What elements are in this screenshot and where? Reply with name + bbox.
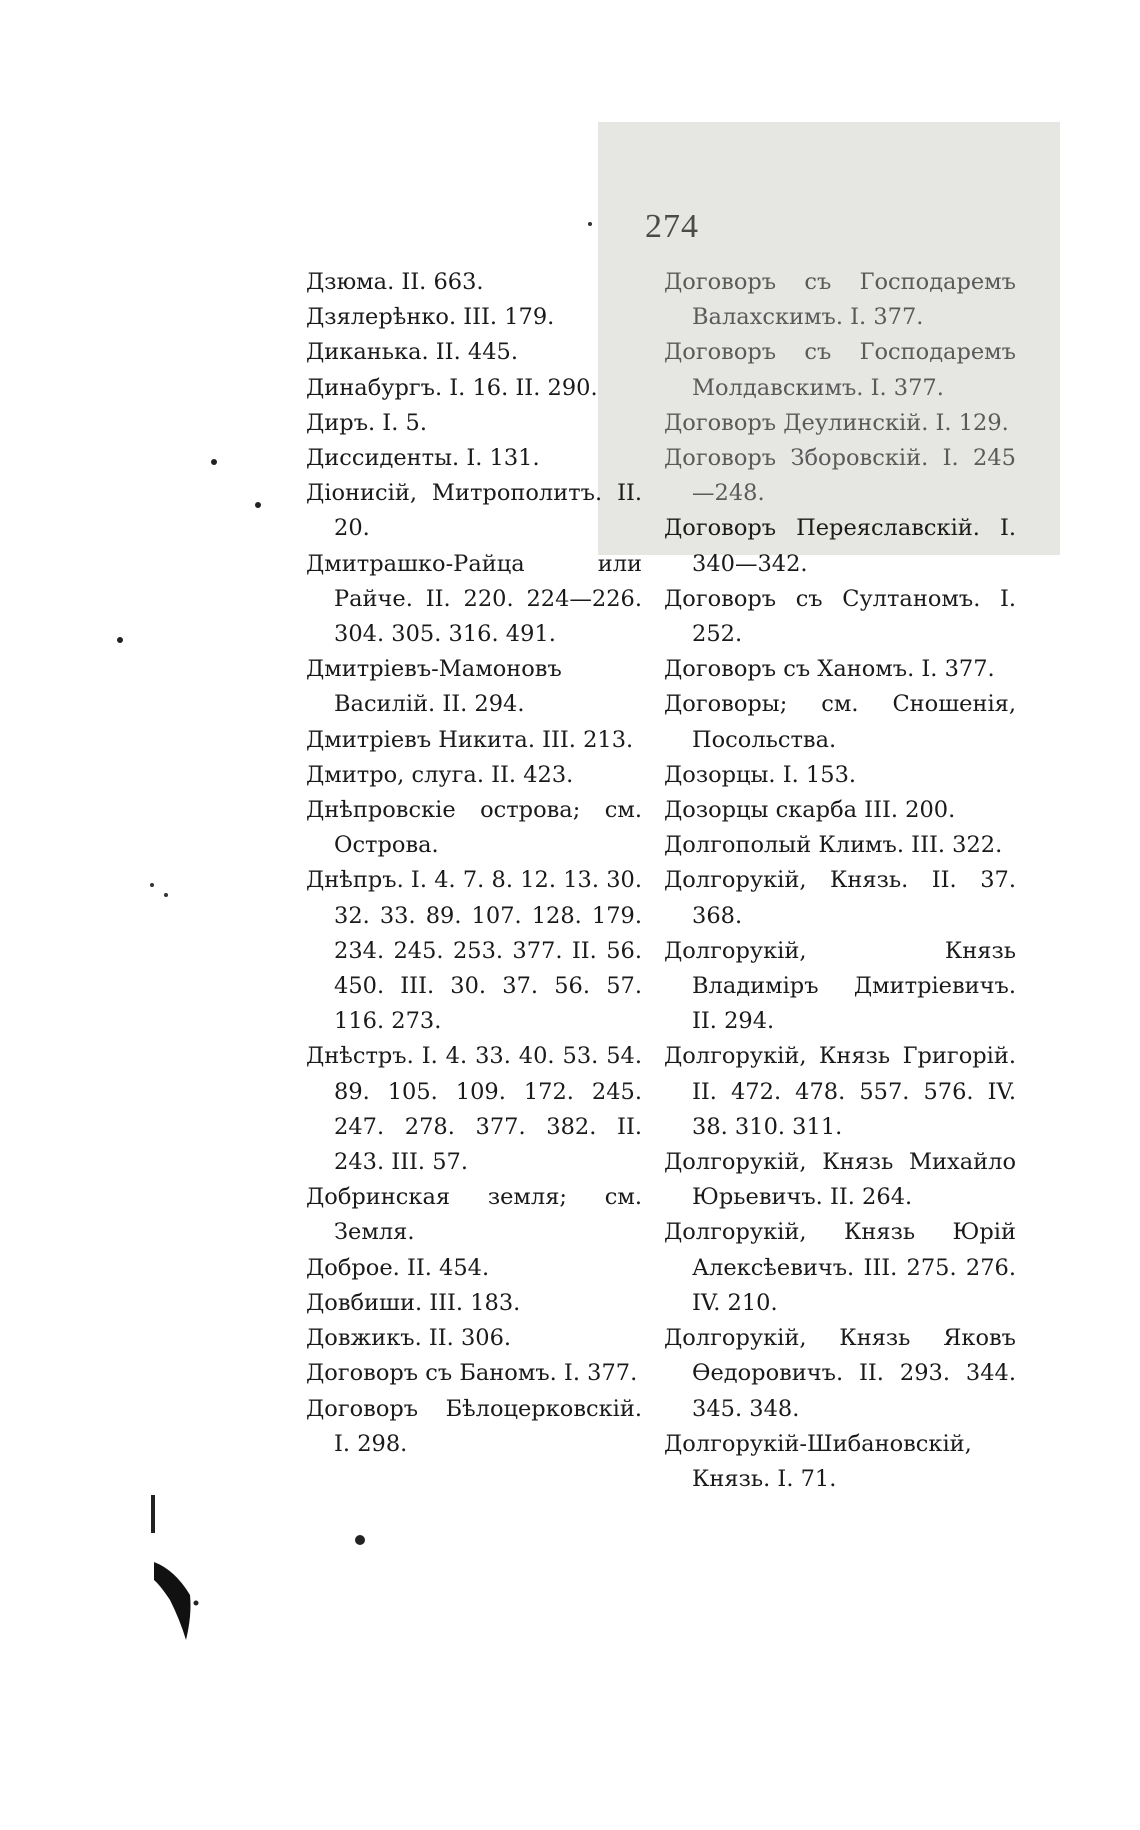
index-entry: Долгорукій, Князь. II. 37. 368. — [664, 867, 1016, 929]
index-entry: Договоръ съ Султаномъ. I. 252. — [664, 585, 1016, 648]
index-entry: Динабургъ. I. 16. II. 290. — [306, 374, 598, 401]
index-entry: Дзюма. II. 663. — [306, 269, 484, 295]
index-entry: Долгорукій, Князь Михайло Юрьевичъ. II. 264. — [664, 1149, 1016, 1211]
index-entry: Договоръ съ Господаремъ Молдавскимъ. I. 377. — [664, 339, 1016, 401]
page-number: 274 — [645, 208, 699, 245]
index-entry: Днѣстръ. I. 4. 33. 40. 53. 54. 89. 105. 109. 172. 245. 247. 278. 377. 382. II. 243. III. 57. — [306, 1043, 642, 1176]
index-entry: Договоръ съ Ханомъ. I. 377. — [664, 656, 995, 683]
index-entry: Долгорукій, Князь Владиміръ Дмитріевичъ. II. 294. — [664, 937, 1016, 1035]
index-entry: Договоры; см. Сношенія, Посольства. — [664, 691, 1016, 753]
index-entry: Договоръ Бѣлоцерковскій. I. 298. — [306, 1395, 642, 1457]
index-entry: Договоръ съ Господаремъ Валахскимъ. I. 377. — [664, 269, 1016, 331]
index-entry: Долгополый Климъ. III. 322. — [664, 832, 1003, 859]
index-entry: Довжикъ. II. 306. — [306, 1325, 512, 1352]
index-entry: Дзялерѣнко. III. 179. — [306, 304, 555, 331]
index-entry: Дмитріевъ-Мамоновъ Василій. II. 294. — [306, 656, 562, 718]
index-entry: Диканька. II. 445. — [306, 339, 518, 366]
index-entry: Дмитро, слуга. II. 423. — [306, 761, 574, 788]
index-entry: Доброе. II. 454. — [306, 1254, 490, 1281]
index-entry: Днѣпръ. I. 4. 7. 8. 12. 13. 30. 32. 33. 89. 107. 128. 179. 234. 245. 253. 377. II. 56. 450. III. 30. 37. 56. 57. 116. 273. — [306, 867, 642, 1035]
index-entry: Довбиши. III. 183. — [306, 1289, 521, 1316]
index-entry: Договоръ Деулинскій. I. 129. — [664, 409, 1009, 436]
index-entry: Договоръ Переяславскій. I. 340—342. — [664, 515, 1016, 577]
index-entry: Долгорукій-Шибановскій, Князь. I. 71. — [664, 1430, 972, 1492]
index-entry: Дмитріевъ Никита. III. 213. — [306, 726, 634, 753]
index-entry: Диръ. I. 5. — [306, 409, 427, 436]
index-entry: Диссиденты. I. 131. — [306, 445, 540, 472]
index-entry: Добринская земля; см. Земля. — [306, 1184, 642, 1246]
index-entry: Дозорцы скарба III. 200. — [664, 797, 956, 824]
index-entry: Дмитрашко-Райца или Райче. II. 220. 224—226. 304. 305. 316. 491. — [306, 550, 642, 648]
index-entry: Долгорукій, Князь Юрій Алексѣевичъ. III. 275. 276. IV. 210. — [664, 1219, 1016, 1316]
index-entry: Дозорцы. I. 153. — [664, 761, 857, 788]
index-entry: Долгорукій, Князь Яковъ Ѳедоровичъ. II. 293. 344. 345. 348. — [664, 1325, 1016, 1422]
index-entry: Діонисій, Митрополитъ. II. 20. — [306, 480, 642, 542]
index-entry: Договоръ съ Баномъ. I. 377. — [306, 1360, 638, 1387]
index-entry: Днѣпровскіе острова; см. Острова. — [306, 797, 642, 859]
index-entry: Договоръ Зборовскій. I. 245—248. — [664, 445, 1016, 507]
index-entry: Долгорукій, Князь Григорій. II. 472. 478. 557. 576. IV. 38. 310. 311. — [664, 1043, 1016, 1140]
